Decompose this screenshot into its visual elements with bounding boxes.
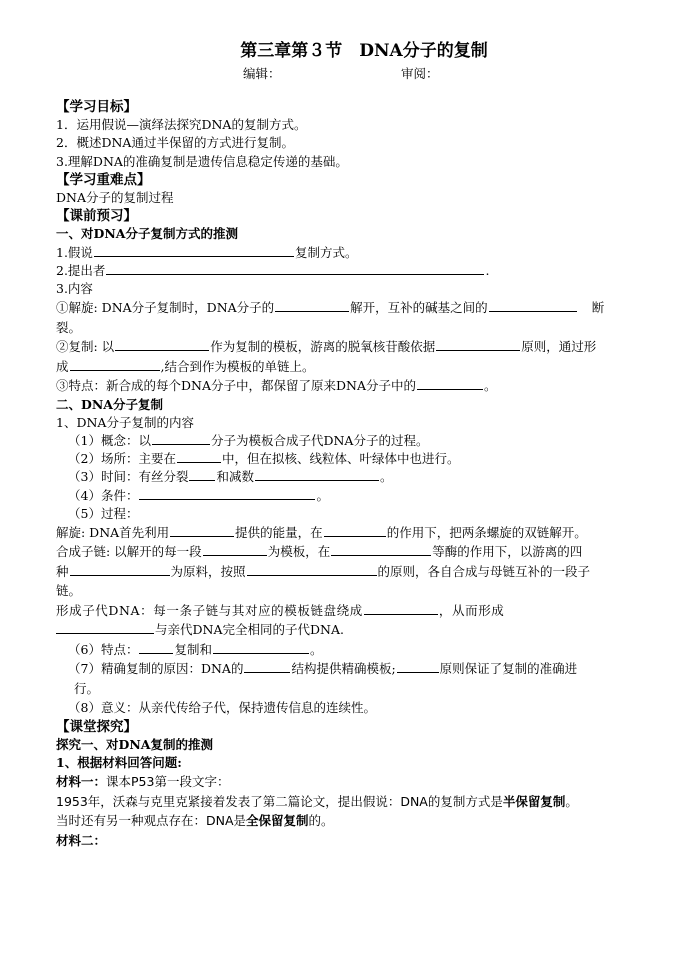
blank-base-bond[interactable]: [489, 299, 577, 312]
section1-title: 一、对DNA分子复制方式的推测: [56, 226, 238, 242]
blank-daughter-count[interactable]: [56, 621, 154, 634]
proposer-line: 2.提出者 .: [56, 262, 490, 278]
feature-line: ③特点：新合成的每个DNA分子中，都保留了原来DNA分子中的 。: [56, 378, 497, 394]
time-line: （3）时间：有丝分裂 和减数 。: [68, 469, 393, 485]
reviewer-label: 审阅：: [401, 66, 439, 81]
blank-energy[interactable]: [170, 524, 234, 537]
accuracy-line-cont: 行。: [74, 680, 100, 696]
explore1-title: 探究一、对DNA复制的推测: [56, 737, 213, 753]
blank-bond-form[interactable]: [70, 358, 160, 371]
goal-item-3: 3.理解DNA的准确复制是遗传信息稳定传递的基础。: [56, 153, 348, 169]
blank-rule[interactable]: [397, 660, 439, 673]
form-daughter-line: 形成子代DNA：每一条子链与其对应的模板链盘绕成 ，从而形成: [56, 602, 505, 618]
material2-label: 材料二：: [56, 832, 107, 848]
blank-double-helix[interactable]: [364, 602, 438, 615]
material1-para1: 1953年，沃森与克里克紧接着发表了第二篇论文，提出假说：DNA的复制方式是半保留复制。: [56, 793, 578, 809]
page-title: 第三章第３节 DNA分子的复制: [240, 41, 488, 61]
blank-location[interactable]: [177, 450, 221, 463]
unwind-line-cont: 裂。: [56, 319, 82, 335]
synthesis-line: 合成子链: 以解开的每一段 为模板，在 等酶的作用下，以游离的四: [56, 544, 583, 560]
worksheet-page: [56, 38, 646, 850]
accuracy-line: （7）精确复制的原因：DNA的 结构提供精确模板; 原则保证了复制的准确进: [68, 661, 578, 677]
process-unwind-line: 解旋: DNA首先利用 提供的能量，在 的作用下，把两条螺旋的双链解开。: [56, 524, 587, 540]
goals-header: 【学习目标】: [56, 99, 137, 115]
form-daughter-line-cont: 与亲代DNA完全相同的子代DNA.: [56, 620, 646, 640]
editor-line: [56, 64, 646, 84]
blank-strand[interactable]: [203, 543, 267, 556]
class-header: 【课堂探究】: [56, 718, 137, 735]
blank-mitosis[interactable]: [189, 468, 215, 481]
key-points-text: DNA分子的复制过程: [56, 189, 174, 205]
process-line: （5）过程：: [68, 505, 139, 521]
location-line: （2）场所：主要在 中，但在拟核、线粒体、叶绿体中也进行。: [68, 451, 460, 467]
unwind-line: ①解旋: DNA分子复制时，DNA分子的 解开，互补的碱基之间的 断: [56, 300, 605, 316]
hypothesis-line: 1.假说 复制方式。: [56, 244, 358, 260]
blank-conditions[interactable]: [139, 487, 315, 500]
material1-para2: 当时还有另一种观点存在：DNA是全保留复制的。: [56, 813, 334, 829]
blank-char-1[interactable]: [139, 641, 173, 654]
replicate-line: ②复制: 以 作为复制的模板，游离的脱氧核苷酸依据 原则，通过形: [56, 339, 597, 355]
blank-enzyme[interactable]: [324, 524, 386, 537]
key-points-header: 【学习重难点】: [56, 171, 151, 188]
condition-line: （4）条件： 。: [68, 487, 329, 503]
editor-label: 编辑：: [243, 66, 281, 81]
significance-line: （8）意义：从亲代传给子代，保持遗传信息的连续性。: [68, 700, 376, 716]
goal-item-2: 2．概述DNA通过半保留的方式进行复制。: [56, 135, 294, 151]
blank-pairing-rule[interactable]: [247, 563, 377, 576]
blank-hypothesis[interactable]: [94, 244, 294, 257]
blank-raw-material[interactable]: [70, 563, 170, 576]
blank-proposer[interactable]: [106, 262, 484, 275]
section2-title: 二、DNA分子复制: [56, 396, 163, 412]
synthesis-line-end: 链。: [56, 583, 82, 599]
concept-line: （1）概念：以 分子为模板合成子代DNA分子的过程。: [68, 432, 429, 448]
blank-concept[interactable]: [152, 432, 210, 445]
blank-principle[interactable]: [436, 338, 520, 351]
blank-meiosis[interactable]: [255, 468, 379, 481]
blank-polymerase[interactable]: [331, 543, 431, 556]
content-line: 3.内容: [56, 280, 93, 296]
question1-title: 1、根据材料回答问题:: [56, 755, 182, 771]
replication-content-line: 1、DNA分子复制的内容: [56, 414, 194, 430]
blank-retained[interactable]: [417, 377, 483, 390]
blank-char-2[interactable]: [213, 641, 309, 654]
blank-unwind-part[interactable]: [275, 299, 349, 312]
replicate-line-cont: 成 ,结合到作为模板的单链上。: [56, 358, 315, 374]
synthesis-line-cont: 种 为原料，按照 的原则，各自合成与母链互补的一段子: [56, 563, 591, 579]
preview-header: 【课前预习】: [56, 208, 137, 225]
material1-line: 材料一：课本P53第一段文字：: [56, 774, 230, 790]
blank-template[interactable]: [115, 338, 209, 351]
blank-structure[interactable]: [244, 660, 290, 673]
goal-item-1: 1．运用假说—演绎法探究DNA的复制方式。: [56, 117, 307, 133]
characteristics-line: （6）特点： 复制和 。: [68, 641, 323, 657]
